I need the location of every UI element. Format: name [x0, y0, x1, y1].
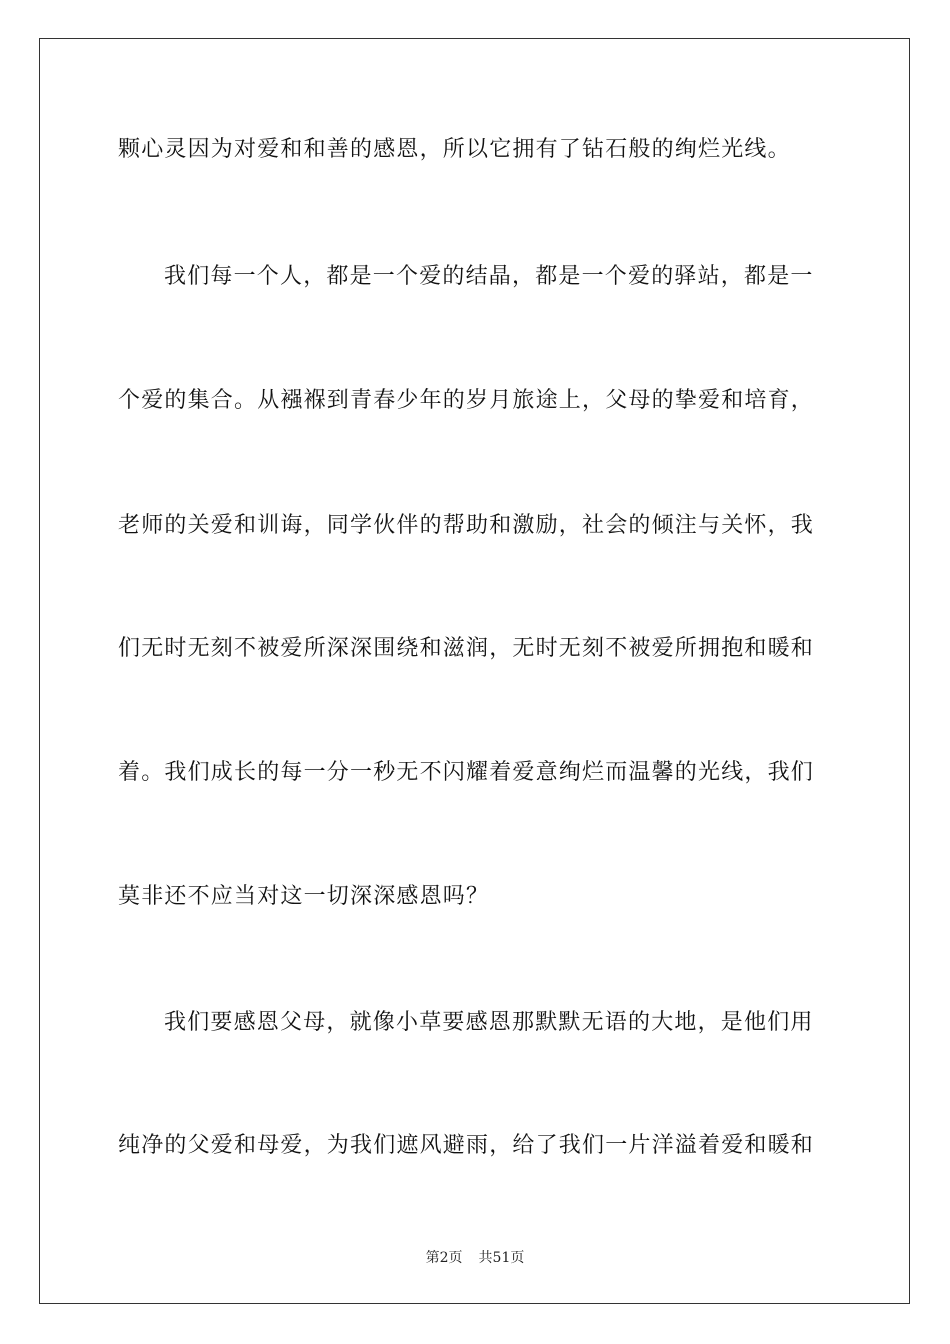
text-line: 莫非还不应当对这一切深深感恩吗？	[118, 884, 490, 909]
page-frame	[39, 38, 910, 1304]
page-total: 共51页	[478, 1250, 525, 1266]
text-line: 着。我们成长的每一分一秒无不闪耀着爱意绚烂而温馨的光线，我们	[118, 760, 815, 785]
page-number: 第2页	[425, 1250, 463, 1266]
paragraph-start-line: 我们每一个人，都是一个爱的结晶，都是一个爱的驿站，都是一	[164, 264, 814, 289]
text-line: 老师的关爱和训诲，同学伙伴的帮助和激励，社会的倾注与关怀，我	[118, 513, 815, 538]
text-line: 个爱的集合。从襁褓到青春少年的岁月旅途上，父母的挚爱和培育，	[118, 388, 815, 413]
text-line: 颗心灵因为对爱和和善的感恩，所以它拥有了钻石般的绚烂光线。	[118, 137, 791, 162]
text-line: 们无时无刻不被爱所深深围绕和滋润，无时无刻不被爱所拥抱和暖和	[118, 636, 815, 661]
paragraph-start-line: 我们要感恩父母，就像小草要感恩那默默无语的大地，是他们用	[164, 1010, 814, 1035]
page-footer	[0, 1249, 950, 1267]
text-line: 纯净的父爱和母爱，为我们遮风避雨，给了我们一片洋溢着爱和暖和	[118, 1133, 815, 1158]
